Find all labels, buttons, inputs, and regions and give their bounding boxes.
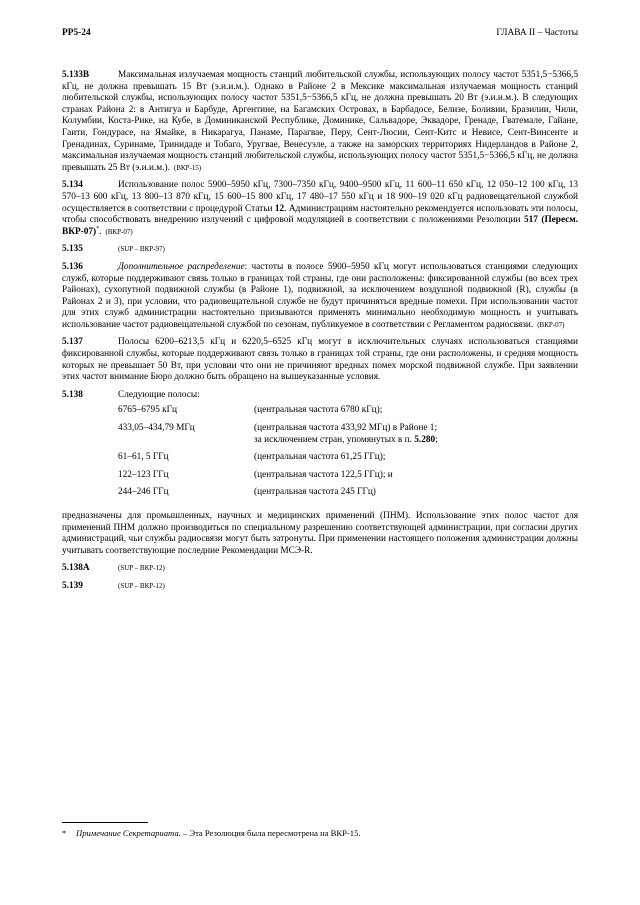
page-number: РР5-24 [62,28,91,38]
provision-number: 5.137 [62,337,83,348]
footnote [62,828,578,839]
provision-number: 5.134 [62,180,83,191]
footnote-separator [62,822,148,823]
provision-number: 5.138А [62,563,90,574]
description-cell: (центральная частота 433,92 МГц) в Районе 1; за исключением стран, упомянутых в п. 5.280; [254,423,438,445]
table-row [118,423,438,452]
provision-5-137 [62,337,578,383]
provision-number: 5.136 [62,261,83,272]
provision-5-136 [62,262,578,332]
provision-intro: Следующие полосы: [118,389,200,400]
table-row [118,405,438,423]
provision-5-135 [62,244,578,256]
provision-text: Максимальная излучаемая мощность станций любительской службы, использующих полосу частот 5351,5−5366,5 кГц, не должна превышать 15 Вт (э.и.и.м.). Однако в Районе 2 в Мексике максимальная излучаемая мощность станций любительской службы, использующих полосу частот 5351,5−5366,5 кГц, не должна превышать 20 Вт (э.и.и.м.). В следующих странах Района 2: в Антигуа и Барбуде, Аргентине, на Багамских Островах, в Барбадосе, Белизе, Боливии, Бразилии, Чили, Колумбии, Коста-Рике, на Кубе, в Доминиканской Республике, Доминике, Сальвадоре, Эквадоре, Гренаде, Гватемале, Гайане, Гаити, Гондурасе, на Ямайке, в Никарагуа, Панаме, Парагвае, Перу, Сент-Люсии, Сент-Китс и Невисе, Сент-Винсенте и Гренадинах, Суринаме, Тринидаде и Тобаго, Уругвае, Венесуэле, а также на заморских территориях Нидерландов в Районе 2, максимальная излучаемая мощность станций любительской службы, использующих полосу частот 5351,5−5366,5 кГц, не должна превышать 25 Вт (э.и.и.м.). [62,70,578,173]
provision-ref: (ВКР-07) [105,227,133,236]
provision-5-134: 5.134 Использование полос 5900–5950 кГц, 7300–7350 кГц, 9400–9500 кГц, 11 600–11 650 кГц, 12 050–12 100 кГц, 13 570–13 600 кГц, 13 800–13 870 кГц, 15 600–15 800 кГц, 17 480–17 550 кГц и 18 900–19 020 кГц радиовещательной службой осуществляется в соответствии с процедурой Статьи 12. Администрациям настоятельно рекомендуется использовать эти полосы, чтобы способствовать внедрению излучений с цифровой модуляцией в соответствии с положениями Резолюции 517 (Пересм. ВКР-07)*. (ВКР-07) [62,180,578,237]
provision-text: Полосы 6200–6213,5 кГц и 6220,5–6525 кГц могут в исключительных случаях использоваться станциями фиксированной службы, которые поддерживают связь только в границах той страны, где они расположены, и средняя мощность которых не превышает 50 Вт, при условии что они не причиняют вредных помех морской подвижной службе. При заявлении этих частот внимание Бюро должно быть обращено на вышеуказанные условия. [62,337,578,383]
footnote-mark: * [62,828,67,838]
page-header [62,28,578,42]
provision-italic-lead: Дополнительное распределение [118,261,245,272]
provision-ref: (ВКР-07) [537,320,565,329]
band-cell: 433,05–434,79 МГц [118,423,195,434]
band-cell: 6765–6795 кГц [118,405,178,416]
footnote-marker[interactable]: * [96,225,100,232]
footnote-text: – Эта Резолюция была пересмотрена на ВКР-15. [180,828,361,838]
provision-text: Использование полос 5900–5950 кГц, 7300–7350 кГц, 9400–9500 кГц, 11 600–11 650 кГц, 12 050–12 100 кГц, 13 570–13 600 кГц, 13 800–13 870 кГц, 15 600–15 800 кГц, 17 480–17 550 кГц и 18 900–19 020 кГц радиовещательной службой осуществляется в соответствии с процедурой Статьи [62,180,578,214]
frequency-band-table [118,405,438,505]
provision-ref: (SUP – ВКР-12) [118,564,165,573]
table-row [118,470,438,488]
description-cell: (центральная частота 245 ГГц) [254,487,376,498]
description-cell: (центральная частота 61,25 ГГц); [254,452,386,463]
resolution-link[interactable]: 517 (Пересм. ВКР-07) [62,215,578,237]
provision-text: . Администрациям настоятельно рекомендуется использовать эти полосы, чтобы способствовать внедрению излучений с цифровой модуляцией в соответствии с положениями Резолюции [62,203,578,226]
article-link[interactable]: 12 [274,203,285,214]
provision-link[interactable]: 5.280 [414,434,436,445]
provision-5-139 [62,581,578,593]
table-row [118,452,438,470]
provision-closing-text: предназначены для промышленных, научных и медицинских применений (ПНМ). Использование этих полос частот для применений ПНМ должно производиться по специальному разрешению соответствующей администрации, при согласии других администраций, чьи службы радиосвязи могут быть затронуты. При применении настоящего положения администрации должны учитывать соответствующие последние Рекомендации МСЭ-R. [62,511,578,556]
provision-5-138a [62,563,578,575]
provision-ref: (SUP – ВКР-12) [118,581,165,590]
chapter-title: ГЛАВА II – Частоты [496,28,578,38]
band-cell: 244–246 ГГц [118,487,169,498]
provision-number: 5.133В [62,70,90,80]
provision-ref: (ВКР-15) [173,163,202,172]
footnote-italic: Примечание Секретариата. [76,828,181,838]
provision-number: 5.139 [62,580,83,591]
provision-ref: (SUP – ВКР-97) [118,245,165,254]
description-cell: (центральная частота 6780 кГц); [254,405,383,416]
table-row [118,487,438,505]
provision-number: 5.138 [62,389,83,400]
provision-number: 5.135 [62,244,83,255]
document-body [62,70,578,599]
provision-5-133b [62,70,578,174]
provision-5-138 [62,390,578,558]
band-cell: 61–61, 5 ГГц [118,452,169,463]
band-cell: 122–123 ГГц [118,469,169,480]
description-cell: (центральная частота 122,5 ГГц); и [254,469,393,480]
provision-text: : частоты в полосе 5900–5950 кГц могут использоваться станциями следующих служб, которые поддерживают связь только в границах той страны, где они расположены: фиксированной службы (во всех трех Районах), сухопутной подвижной службы (в Районе 1), подвижной, за исключением воздушной подвижной (R), службы (в Районах 2 и 3), при условии, что радиовещательной службе не будут причиняться вредные помехи. При использовании частот для этих служб администрации настоятельно призываются применять минимально необходимую мощность и учитывать использование частот радиовещательной службой по сезонам, публикуемое в соответствии с Регламентом радиосвязи. [62,261,578,330]
